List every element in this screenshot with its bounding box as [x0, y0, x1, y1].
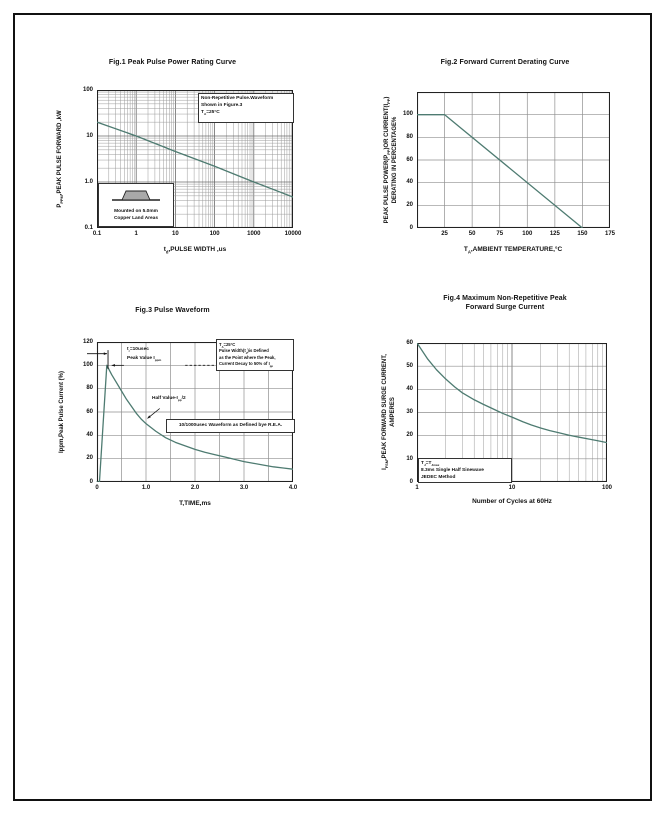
fig1-title: Fig.1 Peak Pulse Power Rating Curve	[108, 59, 237, 66]
fig3-title: Fig.3 Pulse Waveform	[135, 307, 210, 314]
fig2-derating-chart	[370, 55, 640, 270]
fig3-peak-value-label: Peak Value $I_{ppm}$	[127, 356, 162, 362]
fig2-plot	[417, 92, 610, 228]
tick-label: 40	[406, 386, 413, 393]
tick-label: 4.0	[288, 485, 298, 491]
tick-label: 100	[82, 86, 93, 93]
fig4-title-line1: Fig.4 Maximum Non-Repetitive Peak	[443, 295, 567, 302]
fig4-title-line2: Forward Surge Current	[465, 304, 545, 311]
fig3-note-line: Current Decay to 50% of $I_{pp}$	[219, 360, 274, 368]
tick-label: 1000	[247, 231, 261, 237]
tick-label: 0	[409, 224, 413, 231]
fig3-rea-note: 10/1000usec Waveform as Defined bye R.E.A.	[166, 419, 295, 433]
fig1-inset-line: Mounted on 5.0mm	[114, 209, 158, 214]
tick-label: 10	[86, 132, 93, 139]
fig2-y-axis-title-line2: DERATING IN PERCENTAGE%	[392, 116, 398, 204]
fig4-surge-current-chart	[370, 290, 640, 520]
fig4-note-line: $T_J=T_{Jmax}$	[421, 461, 440, 467]
tick-label: 150	[577, 231, 588, 237]
tick-label: 20	[406, 202, 413, 209]
fig1-note-line: $T_A=25^\circ C$	[201, 109, 220, 116]
tick-label: 75	[496, 231, 504, 237]
tick-label: 20	[406, 432, 413, 439]
tick-label: 10000	[284, 231, 302, 237]
fig3-note	[216, 339, 294, 371]
fig2-y-axis-title-line1: PEAK PULSE $POWER(P_{PP})OR$ $CURRENT(I_{PP})$	[384, 96, 392, 224]
fig3-x-axis-title: T,TIME,ms	[179, 500, 211, 507]
tick-label: 80	[86, 385, 93, 392]
tick-label: 175	[604, 231, 616, 237]
tick-label: 100	[522, 231, 533, 237]
fig1-y-axis-title: $P_{PPM},PEAK$ PULSE FORWARD ,kW	[57, 110, 65, 208]
tick-label: 120	[82, 338, 93, 345]
tick-label: 0.1	[92, 231, 102, 237]
tick-label: 60	[86, 408, 93, 415]
tick-label: 1	[134, 231, 138, 237]
tick-label: 100	[82, 362, 93, 369]
tick-label: 50	[406, 362, 413, 369]
tick-label: 1	[415, 485, 419, 491]
fig1-peak-pulse-power-chart	[40, 55, 305, 270]
tick-label: 40	[86, 432, 93, 439]
fig3-rise-time-label: $t_r=10usec$	[127, 347, 149, 353]
fig3-y-axis-title: Ippm,Peak Pulse Current (%)	[59, 370, 65, 454]
tick-label: 100	[209, 231, 220, 237]
tick-label: 3.0	[239, 485, 249, 491]
tick-label: 125	[549, 231, 560, 237]
tick-label: 40	[406, 179, 413, 186]
fig3-half-value-label: Half Value-$I_{pp}/2$	[152, 396, 186, 402]
tick-label: 20	[86, 455, 93, 462]
tick-label: 30	[406, 409, 413, 416]
fig4-x-axis-title: Number of Cycles at 60Hz	[472, 498, 552, 505]
fig2-x-axis-title: $T_A,AMBIENT$ TEMPERATURE,°C	[463, 246, 563, 255]
fig1-note	[198, 93, 294, 123]
tick-label: 60	[406, 339, 413, 346]
package-outline-icon	[108, 187, 164, 203]
tick-label: 1.0	[84, 178, 93, 185]
fig2-title: Fig.2 Forward Current Derating Curve	[440, 59, 570, 66]
tick-label: 10	[172, 231, 179, 237]
tick-label: 0	[95, 485, 99, 491]
fig3-note-line: Pulse $Width(t_d)is$ Defined	[219, 348, 269, 356]
fig3-note-line: $T_A=25^\circ C$	[219, 342, 236, 349]
tick-label: 50	[468, 231, 476, 237]
tick-label: 25	[441, 231, 448, 237]
tick-label: 10	[406, 455, 413, 462]
fig1-x-axis-title: $t_d,PULSE$ WIDTH ,us	[163, 246, 227, 255]
tick-label: 10	[508, 485, 516, 491]
fig4-note-line: JEDEC Method	[421, 474, 456, 480]
fig1-inset-line: Copper Land Areas	[113, 216, 159, 222]
tick-label: 80	[406, 134, 413, 141]
fig1-mounting-inset	[98, 183, 174, 227]
tick-label: 0	[89, 478, 93, 485]
tick-label: 100	[601, 485, 613, 491]
fig4-y-axis-title-line1: $I_{FSM},PEAK$ FORWARD SURGE CURRENT,	[382, 354, 390, 470]
tick-label: 1.0	[141, 485, 151, 491]
fig3-note-line: as the Point where the Peak,	[219, 354, 276, 360]
fig1-note-line: Shown in Figure.3	[201, 102, 243, 108]
tick-label: 100	[402, 111, 413, 118]
fig4-note-line: 8.3ms Single Half Sinewave	[421, 467, 484, 473]
fig1-note-line: Non-Repetitive Pulse.Waveform	[201, 96, 274, 101]
tick-label: 60	[406, 156, 413, 163]
fig4-note	[418, 458, 512, 483]
tick-label: 2.0	[190, 485, 200, 491]
tick-label: 0.1	[84, 224, 93, 231]
fig4-y-axis-title-line2: AMPERES	[390, 397, 396, 427]
tick-label: 0	[409, 478, 413, 485]
fig3-pulse-waveform-chart	[40, 300, 305, 520]
